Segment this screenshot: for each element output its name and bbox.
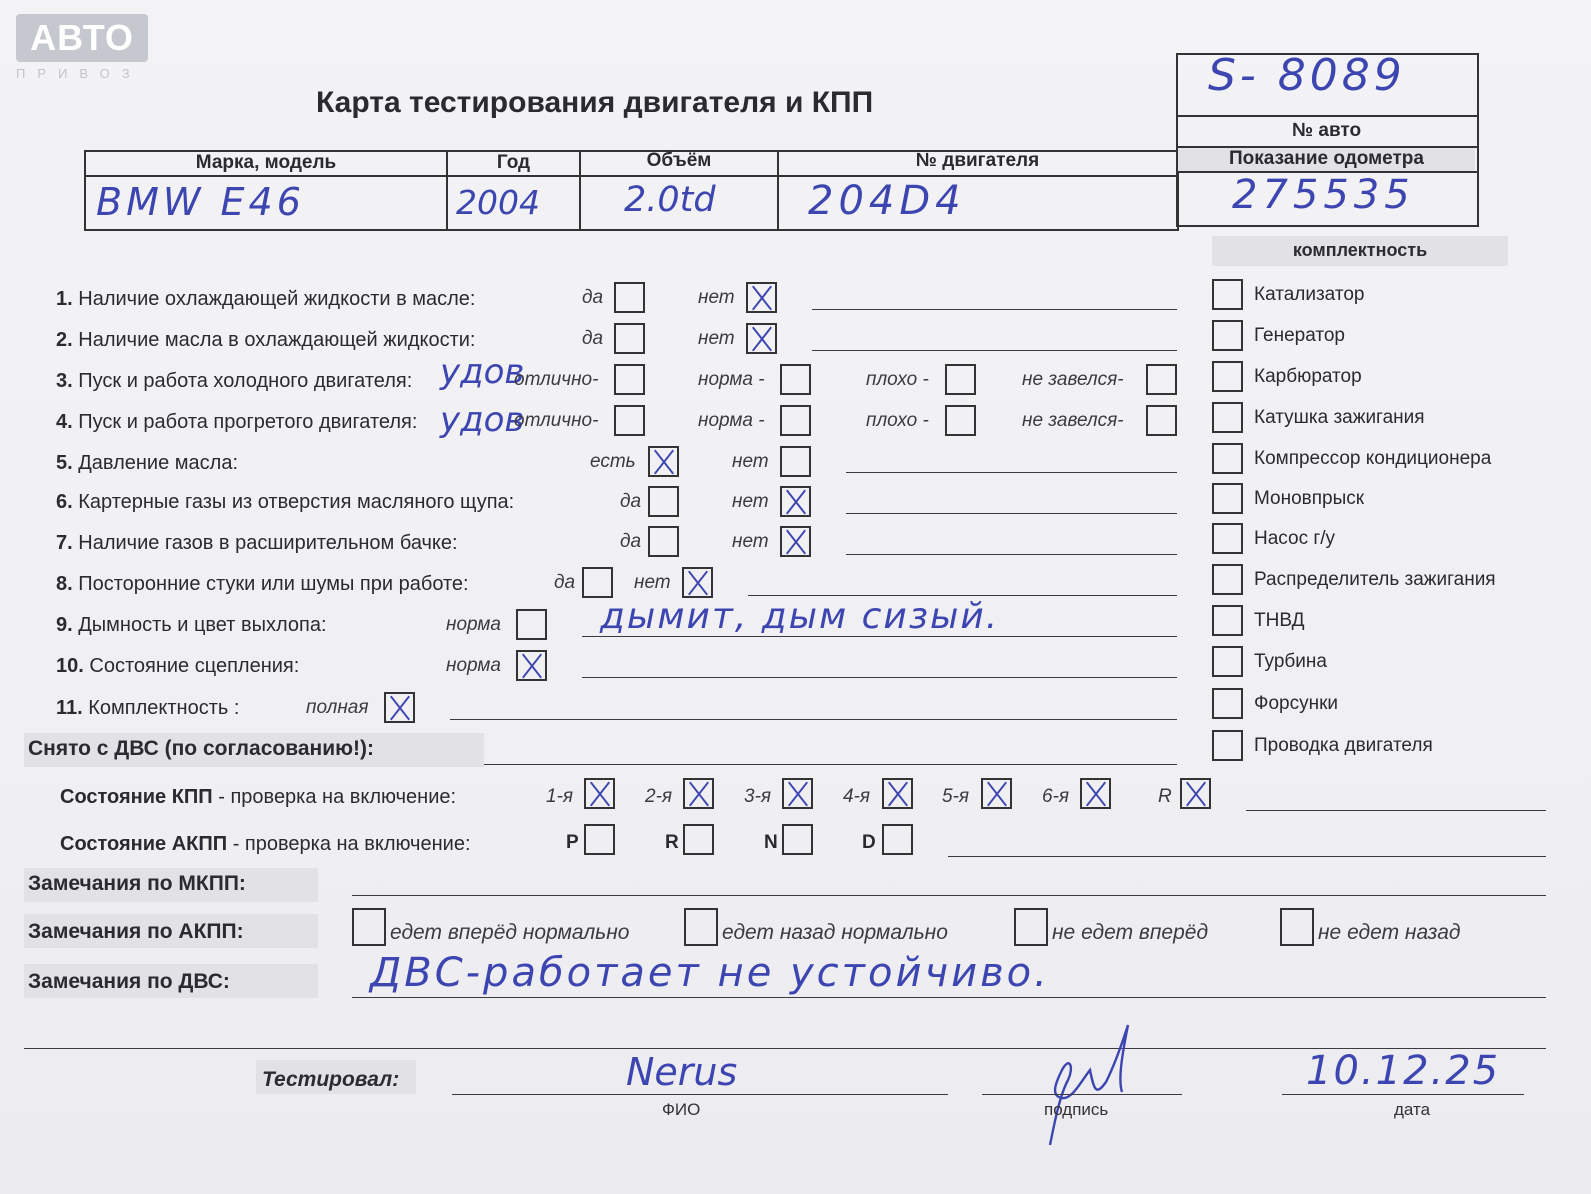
q2-yes-checkbox[interactable]: [614, 323, 645, 354]
tested-by-label: Тестировал:: [262, 1068, 400, 1091]
col-odometer: Показание одометра: [1229, 148, 1424, 169]
akpp-forward-ok-label: едет вперёд нормально: [390, 921, 630, 944]
page-title: Карта тестирования двигателя и КПП: [316, 86, 874, 119]
kpp-label-bold: Состояние КПП: [60, 786, 213, 808]
kit-label-distributor: Распределитель зажигания: [1254, 569, 1496, 590]
col-make-model: Марка, модель: [195, 152, 337, 173]
q6-yes-label: да: [620, 491, 642, 512]
q4-bad-label: плохо -: [866, 410, 929, 431]
akpp-p-label: P: [566, 832, 579, 853]
gear-4-label: 4-я: [843, 786, 871, 807]
signature-image: [1010, 1010, 1140, 1160]
gear-r-label: R: [1158, 786, 1172, 807]
akpp-backward-ok-label: едет назад нормально: [722, 921, 948, 944]
question-3: [56, 370, 412, 393]
question-4-num: 4.: [56, 411, 73, 433]
kit-label-turbo: Турбина: [1254, 651, 1327, 672]
q4-normal-label: норма -: [698, 410, 765, 431]
kit-label-catalyst: Катализатор: [1254, 284, 1365, 305]
gear-6-checkbox[interactable]: [1080, 778, 1111, 809]
q7-no-checkbox[interactable]: [780, 526, 811, 557]
fio-caption: ФИО: [662, 1100, 701, 1119]
question-4: [56, 411, 417, 434]
q8-no-label: нет: [634, 572, 671, 593]
kit-checkbox-ignition-coil[interactable]: [1212, 402, 1243, 433]
kit-label-ac-compressor: Компрессор кондиционера: [1254, 448, 1492, 469]
question-3-num: 3.: [56, 370, 73, 392]
question-7: [56, 532, 458, 555]
q3-excellent-label: отлично-: [514, 369, 599, 390]
akpp-forward-ok-checkbox[interactable]: [352, 908, 386, 946]
kit-checkbox-wiring[interactable]: [1212, 730, 1243, 761]
q3-bad-label: плохо -: [866, 369, 929, 390]
gear-3-label: 3-я: [744, 786, 772, 807]
question-4-text: Пуск и работа прогретого двигателя:: [78, 411, 418, 433]
kpp-label-rest: - проверка на включение:: [212, 786, 457, 808]
akpp-no-backward-label: не едет назад: [1318, 921, 1461, 944]
q3-not-started-checkbox[interactable]: [1146, 364, 1177, 395]
q4-bad-checkbox[interactable]: [945, 405, 976, 436]
auto-number-value: S- 8089: [1208, 50, 1406, 101]
mkpp-remarks-label: Замечания по МКПП:: [28, 872, 246, 895]
q1-no-label: нет: [698, 287, 735, 308]
question-10-text: Состояние сцепления:: [89, 655, 300, 677]
akpp-no-backward-checkbox[interactable]: [1280, 908, 1314, 946]
gear-5-label: 5-я: [942, 786, 970, 807]
col-year: Год: [496, 152, 531, 173]
q2-no-label: нет: [698, 328, 735, 349]
kit-label-generator: Генератор: [1254, 325, 1345, 346]
question-8-num: 8.: [56, 573, 73, 595]
q3-bad-checkbox[interactable]: [945, 364, 976, 395]
gear-r-checkbox[interactable]: [1180, 778, 1211, 809]
q1-yes-checkbox[interactable]: [614, 282, 645, 313]
kit-label-mono-injection: Моновпрыск: [1254, 488, 1365, 509]
q2-no-checkbox[interactable]: [746, 323, 777, 354]
test-date: 10.12.25: [1306, 1048, 1501, 1094]
date-caption: дата: [1394, 1100, 1431, 1119]
q8-yes-checkbox[interactable]: [582, 567, 613, 598]
akpp-remarks-label: Замечания по АКПП:: [28, 920, 244, 943]
kit-checkbox-turbo[interactable]: [1212, 646, 1243, 677]
kit-label-injection-pump: ТНВД: [1254, 610, 1305, 631]
kit-checkbox-catalyst[interactable]: [1212, 279, 1243, 310]
akpp-n-label: N: [764, 832, 778, 853]
question-1-text: Наличие охлаждающей жидкости в масле:: [78, 288, 476, 310]
akpp-r-checkbox[interactable]: [683, 824, 714, 855]
tester-name: Nerus: [626, 1050, 738, 1094]
value-year: 2004: [456, 183, 540, 222]
q3-normal-checkbox[interactable]: [780, 364, 811, 395]
question-7-text: Наличие газов в расширительном бачке:: [78, 532, 458, 554]
dvs-remarks-label: Замечания по ДВС:: [28, 970, 230, 993]
question-3-text: Пуск и работа холодного двигателя:: [78, 370, 413, 392]
q8-yes-label: да: [554, 572, 576, 593]
kit-checkbox-injection-pump[interactable]: [1212, 605, 1243, 636]
kit-label-ignition-coil: Катушка зажигания: [1254, 407, 1425, 428]
kit-checkbox-injectors[interactable]: [1212, 688, 1243, 719]
question-5: [56, 452, 238, 475]
gear-1-label: 1-я: [546, 786, 574, 807]
akpp-label-bold: Состояние АКПП: [60, 833, 228, 855]
akpp-label-rest: - проверка на включение:: [227, 833, 471, 855]
dvs-remarks-handwritten: ДВС-работает не устойчиво.: [370, 950, 1050, 996]
auto-number-label: № авто: [1291, 120, 1362, 141]
q5-no-label: нет: [732, 451, 769, 472]
q9-norma-checkbox[interactable]: [516, 609, 547, 640]
value-engine-number: 204D4: [808, 178, 966, 224]
q11-full-checkbox[interactable]: [384, 692, 415, 723]
gear-5-checkbox[interactable]: [981, 778, 1012, 809]
q7-yes-label: да: [620, 531, 642, 552]
question-2-num: 2.: [56, 329, 73, 351]
akpp-d-checkbox[interactable]: [882, 824, 913, 855]
akpp-p-checkbox[interactable]: [584, 824, 615, 855]
question-9: [56, 614, 327, 637]
gear-1-checkbox[interactable]: [584, 778, 615, 809]
kit-checkbox-generator[interactable]: [1212, 320, 1243, 351]
gear-2-label: 2-я: [645, 786, 673, 807]
question-6-num: 6.: [56, 491, 73, 513]
kit-label-carburetor: Карбюратор: [1254, 366, 1362, 387]
gear-3-checkbox[interactable]: [782, 778, 813, 809]
q4-not-started-checkbox[interactable]: [1146, 405, 1177, 436]
akpp-label: [60, 833, 471, 856]
q1-yes-label: да: [582, 287, 604, 308]
signature-caption: подпись: [1044, 1100, 1109, 1119]
q5-no-checkbox[interactable]: [780, 446, 811, 477]
question-11-num: 11.: [56, 697, 83, 719]
q6-no-label: нет: [732, 491, 769, 512]
question-9-text: Дымность и цвет выхлопа:: [78, 614, 327, 636]
q4-excellent-checkbox[interactable]: [614, 405, 645, 436]
question-5-num: 5.: [56, 452, 73, 474]
kpp-label: [60, 786, 456, 809]
q8-no-checkbox[interactable]: [682, 567, 713, 598]
kit-label-injectors: Форсунки: [1254, 693, 1338, 714]
q7-no-label: нет: [732, 531, 769, 552]
q4-handwritten: удов: [440, 400, 525, 440]
q1-no-checkbox[interactable]: [746, 282, 777, 313]
kit-checkbox-ps-pump[interactable]: [1212, 523, 1243, 554]
question-6: [56, 491, 514, 514]
logo-sub-text: ПРИВОЗ: [16, 66, 142, 81]
kit-checkbox-ac-compressor[interactable]: [1212, 443, 1243, 474]
akpp-d-label: D: [862, 832, 876, 853]
question-10-num: 10.: [56, 655, 84, 677]
question-5-text: Давление масла:: [78, 452, 238, 474]
q9-norma-label: норма: [446, 614, 501, 635]
gear-2-checkbox[interactable]: [683, 778, 714, 809]
question-8-text: Посторонние стуки или шумы при работе:: [78, 573, 469, 595]
avtoprivoz-logo: [16, 14, 148, 62]
value-volume: 2.0td: [624, 180, 716, 220]
kit-title: комплектность: [1292, 240, 1428, 260]
q3-not-started-label: не завелся-: [1022, 369, 1124, 390]
q5-est-label: есть: [590, 451, 636, 472]
question-7-num: 7.: [56, 532, 73, 554]
q9-handwritten: дымит, дым сизый.: [600, 596, 1000, 637]
question-2-text: Наличие масла в охлаждающей жидкости:: [78, 329, 476, 351]
question-6-text: Картерные газы из отверстия масляного щупа:: [78, 491, 515, 513]
question-1: [56, 288, 476, 311]
gear-6-label: 6-я: [1042, 786, 1070, 807]
q3-excellent-checkbox[interactable]: [614, 364, 645, 395]
kit-label-ps-pump: Насос г/у: [1254, 528, 1336, 549]
akpp-backward-ok-checkbox[interactable]: [684, 908, 718, 946]
q6-yes-checkbox[interactable]: [648, 486, 679, 517]
question-1-num: 1.: [56, 288, 73, 310]
question-11: [56, 697, 239, 720]
question-11-text: Комплектность :: [88, 697, 240, 719]
kit-checkbox-carburetor[interactable]: [1212, 361, 1243, 392]
q2-yes-label: да: [582, 328, 604, 349]
q11-full-label: полная: [306, 697, 369, 718]
logo-main-text: АВТО: [16, 14, 148, 62]
akpp-no-forward-checkbox[interactable]: [1014, 908, 1048, 946]
q3-normal-label: норма -: [698, 369, 765, 390]
akpp-n-checkbox[interactable]: [782, 824, 813, 855]
kit-label-wiring: Проводка двигателя: [1254, 735, 1433, 756]
q10-norma-checkbox[interactable]: [516, 650, 547, 681]
q4-normal-checkbox[interactable]: [780, 405, 811, 436]
akpp-no-forward-label: не едет вперёд: [1052, 921, 1209, 944]
question-10: [56, 655, 299, 678]
removed-label: Снято с ДВС (по согласованию!):: [28, 737, 375, 760]
value-make-model: BMW E46: [96, 180, 305, 224]
question-9-num: 9.: [56, 614, 73, 636]
gear-4-checkbox[interactable]: [882, 778, 913, 809]
q5-est-checkbox[interactable]: [648, 446, 679, 477]
col-volume: Объём: [646, 150, 712, 171]
q3-handwritten: удов: [440, 352, 525, 392]
q10-norma-label: норма: [446, 655, 501, 676]
q6-no-checkbox[interactable]: [780, 486, 811, 517]
kit-checkbox-distributor[interactable]: [1212, 564, 1243, 595]
col-engine-number: № двигателя: [915, 150, 1040, 171]
value-odometer: 275535: [1232, 172, 1415, 218]
q7-yes-checkbox[interactable]: [648, 526, 679, 557]
akpp-r-label: R: [665, 832, 679, 853]
question-8: [56, 573, 469, 596]
q4-excellent-label: отлично-: [514, 410, 599, 431]
q4-not-started-label: не завелся-: [1022, 410, 1124, 431]
question-2: [56, 329, 476, 352]
kit-checkbox-mono-injection[interactable]: [1212, 483, 1243, 514]
